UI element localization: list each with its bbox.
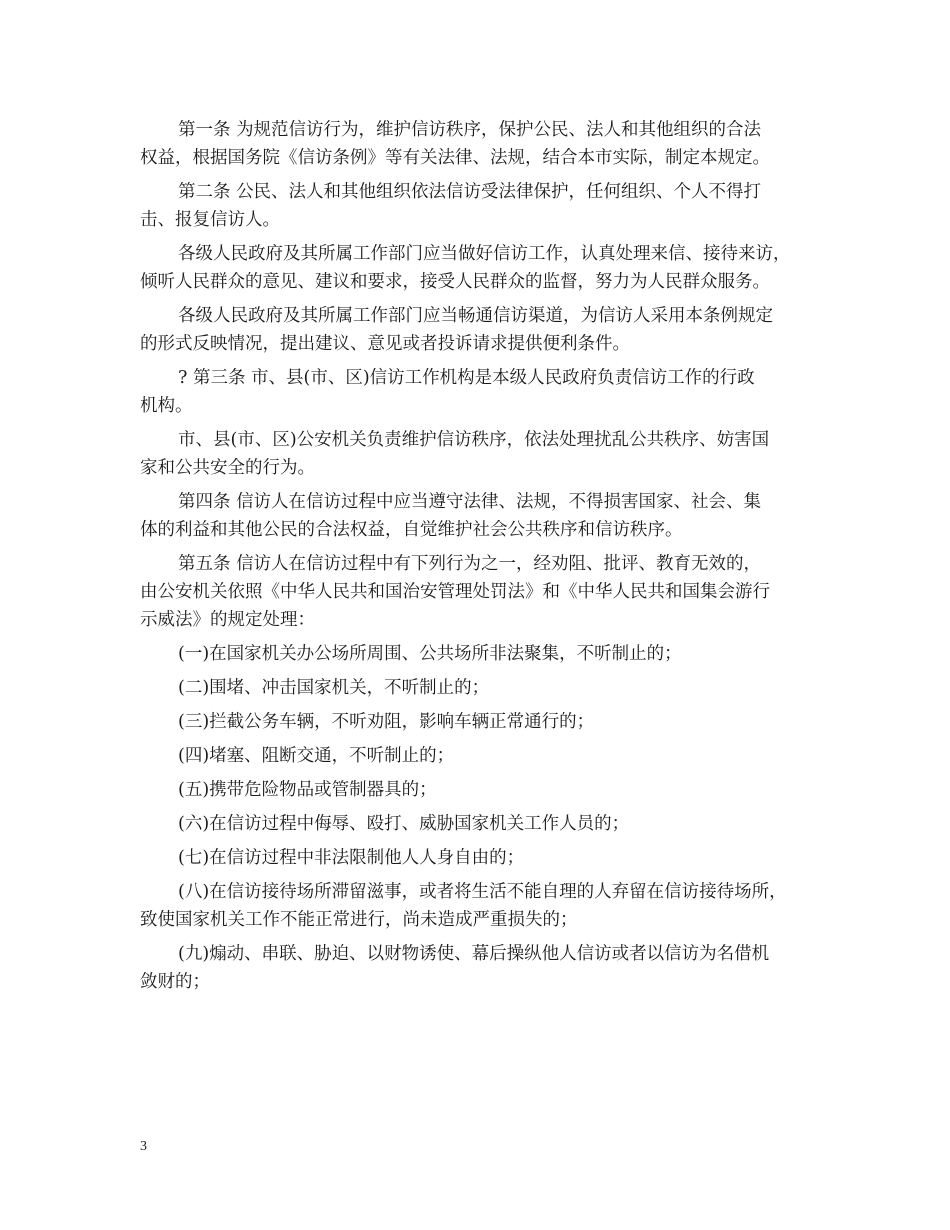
text-line: (九)煽动、串联、胁迫、以财物诱使、幕后操纵他人信访或者以信访为名借机 — [178, 944, 770, 964]
text-line: ? 第三条 市、县(市、区)信访工作机构是本级人民政府负责信访工作的行政 — [178, 368, 755, 388]
text-line: 体的利益和其他公民的合法权益，自觉维护社会公共秩序和信访秩序。 — [140, 520, 683, 540]
text-line: (二)围堵、冲击国家机关，不听制止的； — [178, 678, 490, 698]
text-line: 各级人民政府及其所属工作部门应当畅通信访渠道，为信访人采用本条例规定 — [178, 306, 773, 326]
document-body — [140, 116, 840, 996]
text-line: 各级人民政府及其所属工作部门应当做好信访工作，认真处理来信、接待来访， — [178, 244, 791, 264]
text-line: 击、报复信访人。 — [140, 210, 280, 230]
text-line: (六)在信访过程中侮辱、殴打、威胁国家机关工作人员的； — [178, 814, 630, 834]
text-line: 第一条 为规范信访行为，维护信访秩序，保护公民、法人和其他组织的合法 — [178, 120, 762, 140]
text-line: (四)堵塞、阻断交通，不听制止的； — [178, 746, 455, 766]
text-line: 权益，根据国务院《信访条例》等有关法律、法规，结合本市实际，制定本规定。 — [140, 148, 770, 168]
text-line: 第二条 公民、法人和其他组织依法信访受法律保护，任何组织、个人不得打 — [178, 182, 762, 202]
text-line: 的形式反映情况，提出建议、意见或者投诉请求提供便利条件。 — [140, 334, 630, 354]
text-line: 市、县(市、区)公安机关负责维护信访秩序，依法处理扰乱公共秩序、妨害国 — [178, 430, 770, 450]
text-line: 由公安机关依照《中华人民共和国治安管理处罚法》和《中华人民共和国集会游行 — [140, 582, 770, 602]
text-line: 第四条 信访人在信访过程中应当遵守法律、法规，不得损害国家、社会、集 — [178, 492, 762, 512]
text-line: 敛财的； — [140, 972, 210, 992]
text-line: (三)拦截公务车辆，不听劝阻，影响车辆正常通行的； — [178, 712, 595, 732]
text-line: (一)在国家机关办公场所周围、公共场所非法聚集，不听制止的； — [178, 644, 682, 664]
text-line: (八)在信访接待场所滞留滋事，或者将生活不能自理的人弃留在信访接待场所， — [178, 882, 787, 902]
text-line: (七)在信访过程中非法限制他人人身自由的； — [178, 848, 525, 868]
page-number: 3 — [140, 1139, 147, 1154]
text-line: 致使国家机关工作不能正常进行，尚未造成严重损失的； — [140, 910, 578, 930]
text-line: 倾听人民群众的意见、建议和要求，接受人民群众的监督，努力为人民群众服务。 — [140, 272, 770, 292]
text-line: 机构。 — [140, 396, 193, 416]
text-line: (五)携带危险物品或管制器具的； — [178, 780, 437, 800]
text-line: 家和公共安全的行为。 — [140, 458, 315, 478]
text-line: 示威法》的规定处理： — [140, 610, 315, 630]
text-line: 第五条 信访人在信访过程中有下列行为之一，经劝阻、批评、教育无效的， — [178, 554, 762, 574]
